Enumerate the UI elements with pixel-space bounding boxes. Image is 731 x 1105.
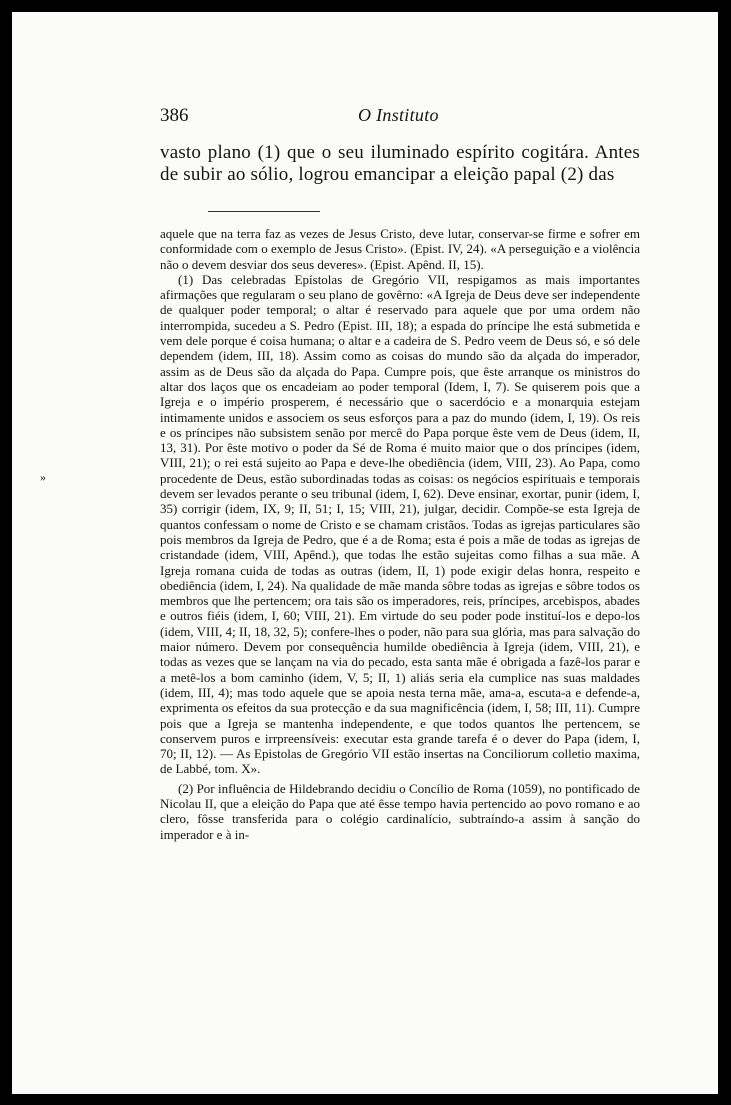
footnote-2: (2) Por influência de Hildebrando decidiu o Concílio de Roma (1059), no pontificado de Nicolau II, que a eleição do Papa que até êsse tempo havia pertencido ao povo romano e ao clero, fôsse transferida para o colégio cardinalício, subtraíndo-a assim à sanção do imperador e à in- bbox=[160, 780, 640, 842]
margin-mark: » bbox=[40, 470, 46, 484]
footnotes bbox=[160, 226, 640, 842]
running-head: O Instituto bbox=[358, 105, 439, 125]
footnote-separator bbox=[208, 211, 320, 212]
footnote-continuation: aquele que na terra faz as vezes de Jesus Cristo, deve lutar, conservar-se firme e sofrer em conformidade com o exemplo de Jesus Cristo». (Epist. IV, 24). «A perseguição e a violência não o devem desviar dos seus deveres». (Epist. Apênd. II, 15). bbox=[160, 226, 640, 272]
book-page bbox=[12, 12, 718, 1094]
page-header bbox=[160, 105, 640, 129]
footnote-1: (1) Das celebradas Epístolas de Gregório VII, respigamos as mais importantes afirmações que regularam o seu plano de govêrno: «A Igreja de Deus deve ser independente de qualquer poder temporal; o altar é reservado para aquele que por uma ordem não interrompida, sucedeu a S. Pedro (Epist. III, 18); a espada do príncipe lhe está submetida e vem dele porque é coisa humana; o altar e a cadeira de S. Pedro veem de Deus só, e só dele dependem (idem, III, 18). Assim como as coisas do mundo são da alçada do imperador, assim as de Deus são da alçada do Papa. Cumpre pois, que êste arranque os ministros do altar dos laços que os encadeiam ao poder temporal (Idem, I, 7). Se quiserem pois que a Igreja e o império prosperem, é necessário que o sacerdócio e a monarquia estejam intimamente unidos e associem os seus esforços para a paz do mundo (idem, I, 19). Os reis e os príncipes não subsistem senão por mercê do Papa porque êste vem de Deus (idem, II, 13, 31). Por êste motivo o poder da Sé de Roma é muito maior que o dos príncipes (idem, VIII, 21); o rei está sujeito ao Papa e deve-lhe obediência (idem, VIII, 23). Ao Papa, como procedente de Deus, estão subordinadas todas as coisas: os negócios espirituais e temporais devem ser levados perante o seu tribunal (idem, I, 62). Deve ensinar, exortar, punir (idem, I, 35) corrigir (idem, IX, 9; II, 51; I, 15; VIII, 21), julgar, decidir. Compõe-se esta Igreja de quantos confessam o nome de Cristo e se chamam cristãos. Todas as igrejas particulares são pois membros da Igreja de Pedro, que é a de Roma; esta é pois a mãe de todas as igrejas de cristandade (idem, VIII, Apênd.), que todas lhe estão sujeitas como filhas a sua mãe. A Igreja romana cuida de todas as outras (idem, II, 1) pode exigir delas honra, respeito e obediência (idem, I, 24). Na qualidade de mãe manda sôbre todas as igrejas e sôbre todos os membros que lhe pertencem; ora tais são os imperadores, reis, príncipes, arcebispos, abades e outros fiéis (idem, I, 60; VIII, 21). Em virtude do seu poder pode instituí-los e depo-los (idem, VIII, 4; II, 18, 32, 5); confere-lhes o poder, não para sua glória, mas para salvação do maior número. Devem por consequência humilde obediência à Igreja (idem, VIII, 21), e todas as vezes que se lançam na via do pecado, esta santa mãe é obrigada a fazê-los parar e a metê-los a bom caminho (idem, V, 5; II, 1) aliás seria ela cumplice nas suas maldades (idem, III, 4); mas todo aquele que se apoia nesta terna mãe, ama-a, escuta-a e defende-a, exprimenta os efeitos da sua protecção e da sua magnificência (idem, I, 58; III, 11). Cumpre pois que a Igreja se mantenha independente, e que todos quantos lhe pertencem, se conservem puros e irrpreensíveis: executar esta grande tarefa é o dever do Papa (idem, I, 70; II, 12). — As Epistolas de Gregório VII estão insertas na Conciliorum colletio maxima, de Labbé, tom. X». bbox=[160, 271, 640, 777]
page-number: 386 bbox=[160, 105, 189, 126]
main-text: vasto plano (1) que o seu iluminado espírito cogitára. Antes de subir ao sólio, logrou emancipar a eleição papal (2) das bbox=[160, 142, 640, 185]
